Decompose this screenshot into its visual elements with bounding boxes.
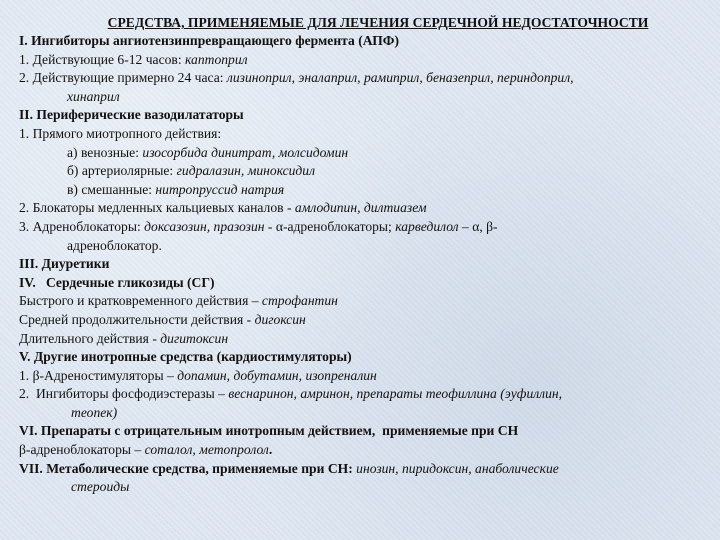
drug-list: изосорбида динитрат, молсидомин xyxy=(142,144,349,160)
section-4-item-3: Длительного действия - дигитоксин xyxy=(19,330,229,346)
section-1-heading: I. Ингибиторы ангиотензинпревращающего фермента (АПФ) xyxy=(19,33,399,48)
drug-list: строфантин xyxy=(261,293,338,309)
section-6-item-1: β-адреноблокаторы – соталол, метопролол. xyxy=(19,442,273,458)
drug-list: карведилол xyxy=(395,218,459,234)
drug-list: амлодипин, дилтиазем xyxy=(294,200,427,216)
drug-list: дигоксин xyxy=(254,311,306,327)
section-5-item-2: 2. Ингибиторы фосфодиэстеразы – веснаринон, амринон, препараты теофиллина (эуфиллин, xyxy=(19,386,563,402)
drug-list: гидралазин, миноксидил xyxy=(176,163,315,179)
section-2-heading: II. Периферические вазодилататоры xyxy=(19,107,244,123)
section-7-continuation: стероиды xyxy=(71,479,130,495)
drug-list: доксазозин, празозин xyxy=(144,218,265,234)
drug-list: лизиноприл, эналаприл, рамиприл, беназеприл, периндоприл, xyxy=(226,70,574,86)
page-title: СРЕДСТВА, ПРИМЕНЯЕМЫЕ ДЛЯ ЛЕЧЕНИЯ СЕРДЕЧНОЙ НЕДОСТАТОЧНОСТИ xyxy=(107,15,649,30)
section-2-item-3: 3. Адреноблокаторы: доксазозин, празозин - α-адреноблокаторы; карведилол – α, β- xyxy=(19,218,498,234)
section-5-item-1: 1. β-Адреностимуляторы – допамин, добутамин, изопреналин xyxy=(19,367,377,383)
drug-list: каптоприл xyxy=(185,51,248,67)
document-body xyxy=(19,14,709,497)
section-5-heading: V. Другие инотропные средства (кардиостимуляторы) xyxy=(19,349,352,365)
drug-list: допамин, добутамин, изопреналин xyxy=(177,367,377,383)
section-4-heading: IV. Сердечные гликозиды (СГ) xyxy=(19,274,215,290)
section-7-heading-line xyxy=(19,460,709,479)
drug-list: инозин, пиридоксин, анаболические xyxy=(356,460,559,476)
drug-list: веснаринон, амринон, препараты теофиллина (эуфиллин, xyxy=(228,386,563,402)
section-3-heading: III. Диуретики xyxy=(19,256,110,272)
section-7-heading: VII. Метаболические средства, применяемые при СН: xyxy=(19,460,357,476)
section-2-subitem-a: а) венозные: изосорбида динитрат, молсидомин xyxy=(67,144,349,160)
section-2-item-3-continuation: адреноблокатор. xyxy=(67,237,162,253)
section-6-heading: VI. Препараты с отрицательным инотропным действием, применяемые при СН xyxy=(19,423,519,439)
section-1-item-2-continuation: хинаприл xyxy=(67,88,120,104)
section-2-subitem-c: в) смешанные: нитропруссид натрия xyxy=(67,181,285,197)
section-2-item-1: 1. Прямого миотропного действия: xyxy=(19,125,222,141)
section-4-item-2: Средней продолжительности действия - дигоксин xyxy=(19,311,306,327)
section-2-item-2: 2. Блокаторы медленных кальциевых каналов - амлодипин, дилтиазем xyxy=(19,200,427,216)
drug-list: дигитоксин xyxy=(160,330,229,346)
section-4-item-1: Быстрого и кратковременного действия – строфантин xyxy=(19,293,338,309)
section-2-subitem-b: б) артериолярные: гидралазин, миноксидил xyxy=(67,163,315,179)
drug-list: нитропруссид натрия xyxy=(155,181,285,197)
section-1-item-1: 1. Действующие 6-12 часов: каптоприл xyxy=(19,51,248,67)
section-1-item-2: 2. Действующие примерно 24 часа: лизиноприл, эналаприл, рамиприл, беназеприл, периндоприл, xyxy=(19,70,574,86)
section-5-item-2-continuation: теопек) xyxy=(71,404,118,420)
drug-list: соталол, метопролол xyxy=(144,442,269,458)
